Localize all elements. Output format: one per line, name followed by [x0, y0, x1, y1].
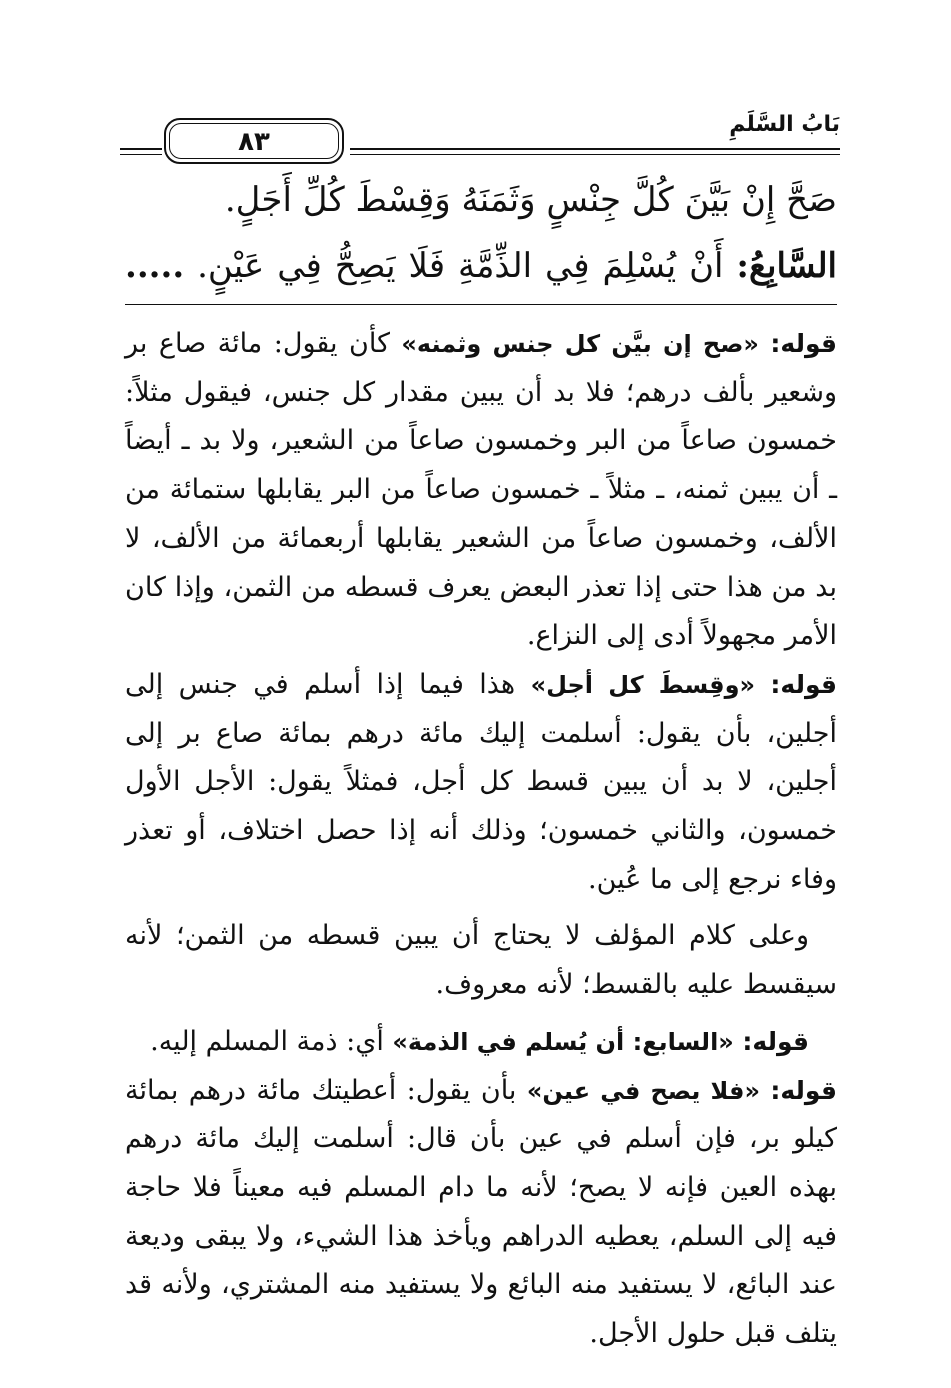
- paragraph-text: هذا فيما إذا أسلم في جنس إلى أجلين، بأن يقول: أسلمت إليك مائة درهم بمائة صاع بر إلى أجلين، لا بد أن يبين قسط كل أجل، فمثلاً يقول: الأجل الأول خمسون، والثاني خمسون؛ وذلك أنه إذا حصل اختلاف، أو تعذر وفاء نرجع إلى ما عُين.: [125, 668, 837, 895]
- qawluh-label: قوله:: [742, 1026, 809, 1056]
- header-rule: [120, 148, 162, 150]
- chapter-title: بَابُ السَّلَمِ: [729, 112, 840, 137]
- paragraph-text: أي: ذمة المسلم إليه.: [150, 1025, 393, 1057]
- quoted-matn: «فلا يصح في عين»: [526, 1076, 760, 1105]
- matn-line: [125, 236, 837, 296]
- matn-label: السَّابِعُ:: [736, 246, 837, 286]
- matn-line: [125, 170, 837, 230]
- commentary-paragraph: [125, 1018, 837, 1067]
- commentary-paragraph: [125, 1067, 837, 1359]
- continuation-dots: .....: [125, 246, 185, 286]
- qawluh-label: قوله:: [770, 669, 838, 699]
- page-header: [120, 108, 840, 164]
- commentary-paragraph: [125, 320, 837, 661]
- commentary-paragraph: [125, 661, 837, 905]
- header-rule: [350, 148, 840, 150]
- page-number: ٨٣: [238, 127, 270, 157]
- header-rule: [350, 154, 840, 155]
- matn-text: صَحَّ إِنْ بَيَّنَ كُلَّ جِنْسٍ وَثَمَنَهُ وَقِسْطَ كُلِّ أَجَلٍ.: [224, 180, 837, 220]
- paragraph-text: وعلى كلام المؤلف لا يحتاج أن يبين قسطه من الثمن؛ لأنه سيقسط عليه بالقسط؛ لأنه معروف.: [125, 920, 837, 1001]
- quoted-matn: «وقِسطَ كل أجل»: [530, 670, 756, 699]
- matn-text: أَنْ يُسْلِمَ فِي الذِّمَّةِ فَلَا يَصِحُّ فِي عَيْنٍ.: [184, 246, 737, 286]
- qawluh-label: قوله:: [770, 1075, 837, 1105]
- quoted-matn: «صح إن بيَّن كل جنس وثمنه»: [401, 330, 759, 358]
- commentary-paragraph: [125, 912, 837, 1009]
- page-number-frame: [164, 118, 344, 164]
- paragraph-text: كأن يقول: مائة صاع بر وشعير بألف درهم؛ فلا بد أن يبين مقدار كل جنس، فيقول مثلاً: خمسون صاعاً من البر وخمسون صاعاً من الشعير، ولا بد ـ أيضاً ـ أن يبين ثمنه، ـ مثلاً ـ خمسون صاعاً من البر يقابلها ستمائة من الألف، وخمسون صاعاً من الشعير يقابلها أربعمائة من الألف، لا بد من هذا حتى إذا تعذر البعض يعرف قسطه من الثمن، وإذا كان الأمر مجهولاً أدى إلى النزاع.: [125, 328, 837, 652]
- header-rule: [120, 154, 162, 155]
- section-divider: [125, 304, 837, 305]
- commentary: [125, 320, 837, 1359]
- qawluh-label: قوله:: [770, 329, 837, 358]
- paragraph-text: بأن يقول: أعطيتك مائة درهم بمائة كيلو بر، فإن أسلم في عين بأن قال: أسلمت إليك مائة درهم بهذه العين فإنه لا يصح؛ لأنه ما دام المسلم فيه معيناً فلا حاجة فيه إلى السلم، يعطيه الدراهم ويأخذ هذا الشيء، ولا يبقى وديعة عند البائع، لا يستفيد منه البائع ولا يستفيد منه المشتري، ولأنه قد يتلف قبل حلول الأجل.: [125, 1074, 837, 1350]
- quoted-matn: «السابع: أن يُسلم في الذمة»: [392, 1027, 734, 1056]
